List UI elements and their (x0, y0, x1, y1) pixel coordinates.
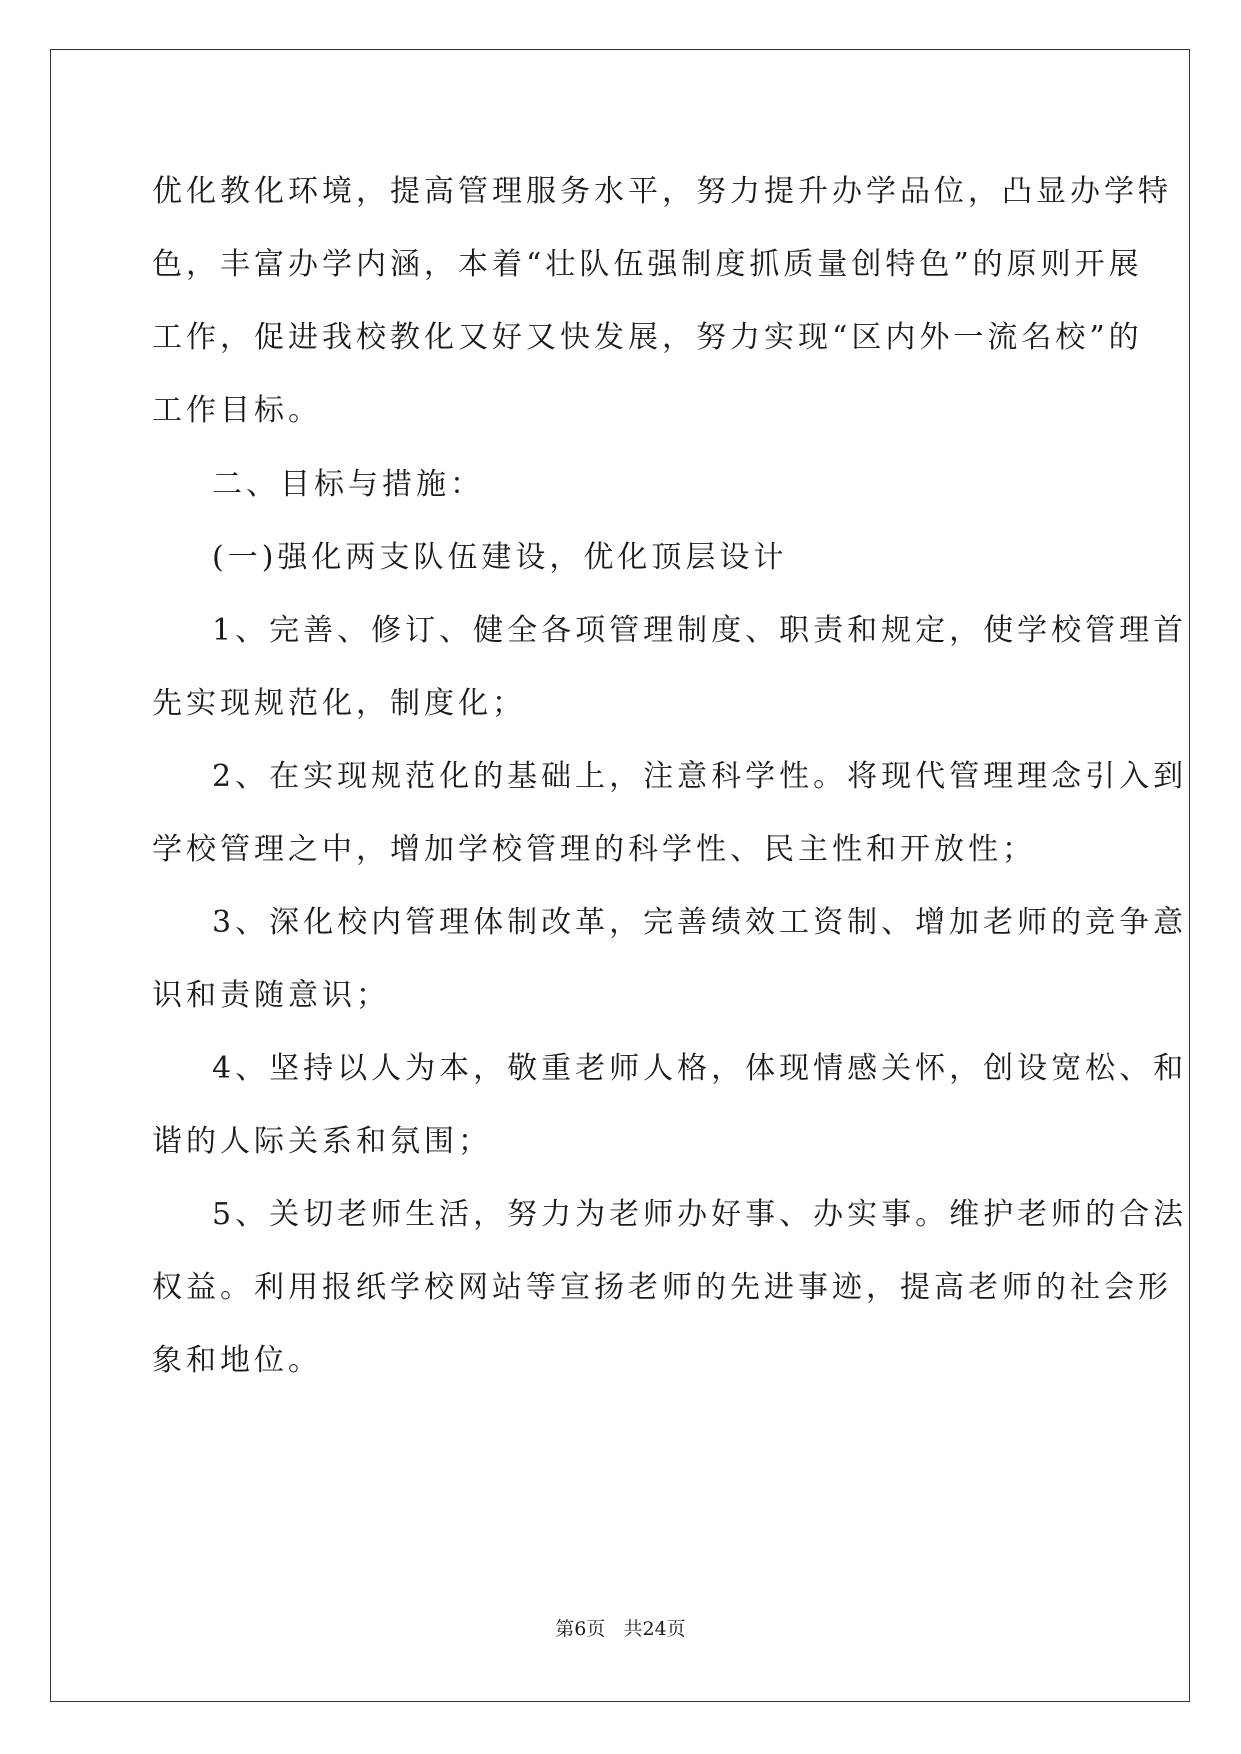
page-border (50, 49, 1190, 1702)
paragraph-line: 优化教化环境，提高管理服务水平，努力提升办学品位，凸显办学特 (152, 174, 1172, 209)
list-item-line: 权益。利用报纸学校网站等宣扬老师的先进事迹，提高老师的社会形 (152, 1270, 1172, 1305)
list-item-line: 象和地位。 (152, 1343, 322, 1378)
list-item-line: 学校管理之中，增加学校管理的科学性、民主性和开放性； (152, 832, 1036, 867)
list-item-line: 4、坚持以人为本，敬重老师人格，体现情感关怀，创设宽松、和 (212, 1051, 1188, 1086)
list-item-line: 先实现规范化，制度化； (152, 686, 526, 721)
paragraph-line: 工作，促进我校教化又好又快发展，努力实现“区内外一流名校”的 (152, 320, 1143, 355)
list-item-line: 3、深化校内管理体制改革，完善绩效工资制、增加老师的竞争意 (212, 905, 1188, 940)
page-number-footer: 第6页 共24页 (555, 1618, 686, 1640)
subsection-heading: (一)强化两支队伍建设，优化顶层设计 (212, 540, 788, 575)
list-item-line: 谐的人际关系和氛围； (152, 1124, 492, 1159)
list-item-line: 5、关切老师生活，努力为老师办好事、办实事。维护老师的合法 (212, 1197, 1188, 1232)
list-item-line: 1、完善、修订、健全各项管理制度、职责和规定，使学校管理首 (212, 613, 1188, 648)
section-heading: 二、目标与措施： (212, 467, 484, 502)
list-item-line: 识和责随意识； (152, 978, 390, 1013)
list-item-line: 2、在实现规范化的基础上，注意科学性。将现代管理理念引入到 (212, 759, 1188, 794)
paragraph-line: 色，丰富办学内涵，本着“壮队伍强制度抓质量创特色”的原则开展 (152, 247, 1143, 282)
paragraph-line: 工作目标。 (152, 393, 322, 428)
